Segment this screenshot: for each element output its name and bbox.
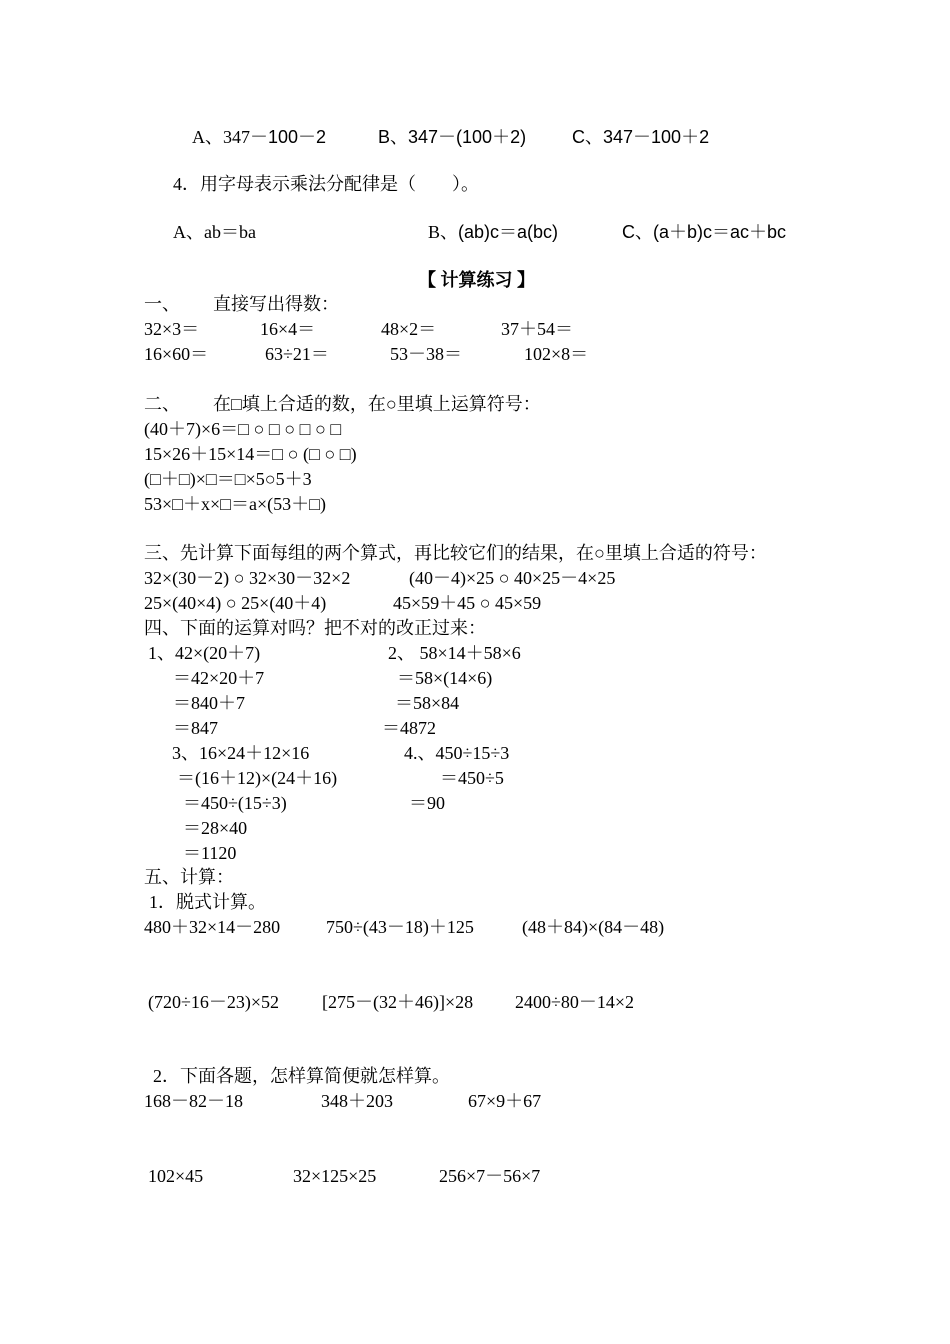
part4-problem2-line: ＝58×(14×6) — [397, 668, 493, 688]
part4-problem3-line: ＝1120 — [183, 843, 237, 863]
part1-item: 37＋54＝ — [501, 319, 573, 339]
part4-problem1-line: 1、42×(20＋7) — [148, 643, 261, 663]
part5-exercise: 102×45 — [148, 1166, 204, 1186]
part2-line: (□＋□)×□＝□×5○5＋3 — [144, 469, 312, 489]
part5-exercise: 750÷(43－18)＋125 — [326, 917, 474, 937]
part2-heading-text: 在□填上合适的数，在○里填上运算符号： — [213, 394, 541, 414]
q3-option-a-prefix: A、347 — [192, 127, 250, 147]
section-title: 【 计算练习 】 — [418, 270, 535, 290]
part4-problem3-line: ＝(16＋12)×(24＋16) — [177, 768, 338, 788]
part2-heading-num: 二、 — [144, 394, 180, 414]
part4-heading: 四、下面的运算对吗？把不对的改正过来： — [144, 618, 486, 638]
part5-exercise: 168－82－18 — [144, 1091, 243, 1111]
part4-problem2-line: 2、 58×14＋58×6 — [388, 643, 521, 663]
part3-compare: 25×(40×4) ○ 25×(40＋4) — [144, 593, 327, 613]
part5-exercise: 2400÷80－14×2 — [515, 992, 635, 1012]
part5-exercise: 256×7－56×7 — [439, 1166, 541, 1186]
part4-problem2-line: ＝58×84 — [395, 693, 460, 713]
part4-problem3-line: ＝450÷(15÷3) — [183, 793, 287, 813]
part5-exercise: 480＋32×14－280 — [144, 917, 281, 937]
part5-sub2: 2．下面各题，怎样算简便就怎样算。 — [153, 1066, 450, 1086]
part1-item: 48×2＝ — [381, 319, 437, 339]
q3-option-a-rest: －100－2 — [250, 127, 327, 147]
part4-problem1-line: ＝42×20＋7 — [173, 668, 265, 688]
part4-problem1-line: ＝840＋7 — [173, 693, 245, 713]
q4-option-b — [428, 221, 558, 243]
q4-option-b-rest: (ab)c＝a(bc) — [458, 222, 559, 242]
part4-problem2-line: ＝4872 — [382, 718, 436, 738]
q4-question: 4．用字母表示乘法分配律是（ ）。 — [173, 174, 479, 194]
q4-option-a: A、ab＝ba — [173, 222, 256, 242]
part1-item: 102×8＝ — [524, 344, 589, 364]
part1-heading-text: 直接写出得数： — [213, 294, 339, 314]
part4-problem3-line: ＝28×40 — [183, 818, 248, 838]
part1-item: 16×4＝ — [260, 319, 316, 339]
part5-exercise: [275－(32＋46)]×28 — [322, 992, 474, 1012]
part3-heading: 三、先计算下面每组的两个算式，再比较它们的结果，在○里填上合适的符号： — [144, 543, 767, 563]
part4-problem1-line: ＝847 — [173, 718, 218, 738]
part5-exercise: (720÷16－23)×52 — [148, 992, 280, 1012]
part5-exercise: 67×9＋67 — [468, 1091, 542, 1111]
part3-compare: 32×(30－2) ○ 32×30－32×2 — [144, 568, 351, 588]
part4-problem4-line: 4.、450÷15÷3 — [404, 743, 510, 763]
part1-item: 53－38＝ — [390, 344, 462, 364]
part3-compare: (40－4)×25 ○ 40×25－4×25 — [409, 568, 616, 588]
part4-problem4-line: ＝450÷5 — [440, 768, 504, 788]
part1-item: 63÷21＝ — [265, 344, 329, 364]
part3-compare: 45×59＋45 ○ 45×59 — [393, 593, 542, 613]
part5-heading: 五、计算： — [144, 867, 234, 887]
q3-option-b: B、347－(100＋2) — [378, 127, 527, 147]
part5-sub1: 1．脱式计算。 — [149, 892, 266, 912]
q4-option-b-prefix: B、 — [428, 222, 459, 242]
part1-item: 32×3＝ — [144, 319, 200, 339]
part1-item: 16×60＝ — [144, 344, 209, 364]
part1-heading-num: 一、 — [144, 294, 180, 314]
q3-option-a — [192, 126, 326, 148]
part4-problem4-line: ＝90 — [409, 793, 445, 813]
part2-line: 53×□＋x×□＝a×(53＋□) — [144, 494, 327, 514]
q3-option-c: C、347－100＋2 — [572, 127, 710, 147]
part5-exercise: (48＋84)×(84－48) — [522, 917, 665, 937]
part5-exercise: 32×125×25 — [293, 1166, 377, 1186]
q4-option-c: C、(a＋b)c＝ac＋bc — [622, 222, 787, 242]
part4-problem3-line: 3、16×24＋12×16 — [172, 743, 310, 763]
part5-exercise: 348＋203 — [321, 1091, 393, 1111]
part2-line: (40＋7)×6＝□ ○ □ ○ □ ○ □ — [144, 419, 342, 439]
part2-line: 15×26＋15×14＝□ ○ (□ ○ □) — [144, 444, 357, 464]
